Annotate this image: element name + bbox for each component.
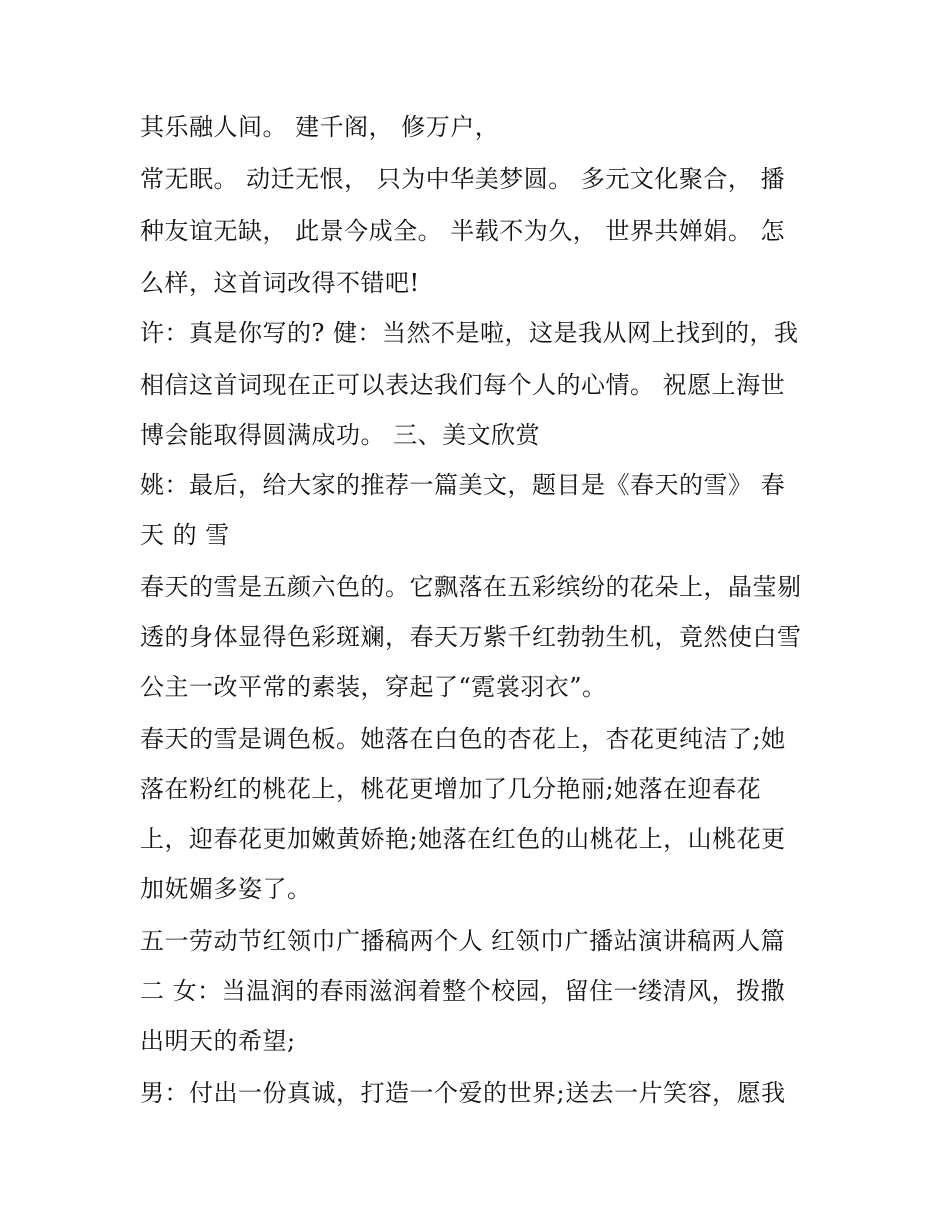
text-line: 常无眠。 动迁无恨， 只为中华美梦圆。 多元文化聚合， 播 bbox=[140, 165, 786, 193]
text-line: 公主一改平常的素装，穿起了“霓裳羽衣”。 bbox=[140, 673, 607, 701]
text-line: 春天的雪是调色板。她落在白色的杏花上，杏花更纯洁了;她 bbox=[140, 725, 786, 753]
text-line: 出明天的希望; bbox=[140, 1027, 296, 1055]
text-line: 博会能取得圆满成功。 三、美文欣赏 bbox=[140, 421, 541, 449]
text-line: 天 的 雪 bbox=[140, 521, 230, 549]
text-line: 相信这首词现在正可以表达我们每个人的心情。 祝愿上海世 bbox=[140, 371, 786, 399]
text-line: 加妩媚多姿了。 bbox=[140, 875, 312, 903]
text-line: 透的身体显得色彩斑斓，春天万紫千红勃勃生机，竟然使白雪 bbox=[140, 623, 802, 651]
text-line: 落在粉红的桃花上，桃花更增加了几分艳丽;她落在迎春花 bbox=[140, 775, 762, 803]
text-line: 么样，这首词改得不错吧! bbox=[140, 269, 420, 297]
text-line: 春天的雪是五颜六色的。它飘落在五彩缤纷的花朵上，晶莹剔 bbox=[140, 573, 802, 601]
text-line: 其乐融人间。 建千阁， 修万户， bbox=[140, 113, 500, 141]
text-line: 二 女：当温润的春雨滋润着整个校园，留住一缕清风，拨撒 bbox=[140, 977, 786, 1005]
text-line: 种友谊无缺， 此景今成全。 半载不为久， 世界共婵娟。 怎 bbox=[140, 217, 786, 245]
text-line: 男：付出一份真诚，打造一个爱的世界;送去一片笑容，愿我 bbox=[140, 1079, 786, 1107]
text-line: 许：真是你写的? 健：当然不是啦，这是我从网上找到的，我 bbox=[140, 319, 799, 347]
text-line: 五一劳动节红领巾广播稿两个人 红领巾广播站演讲稿两人篇 bbox=[140, 927, 786, 955]
text-line: 姚：最后，给大家的推荐一篇美文，题目是《春天的雪》 春 bbox=[140, 471, 786, 499]
text-line: 上，迎春花更加嫩黄娇艳;她落在红色的山桃花上，山桃花更 bbox=[140, 825, 786, 853]
